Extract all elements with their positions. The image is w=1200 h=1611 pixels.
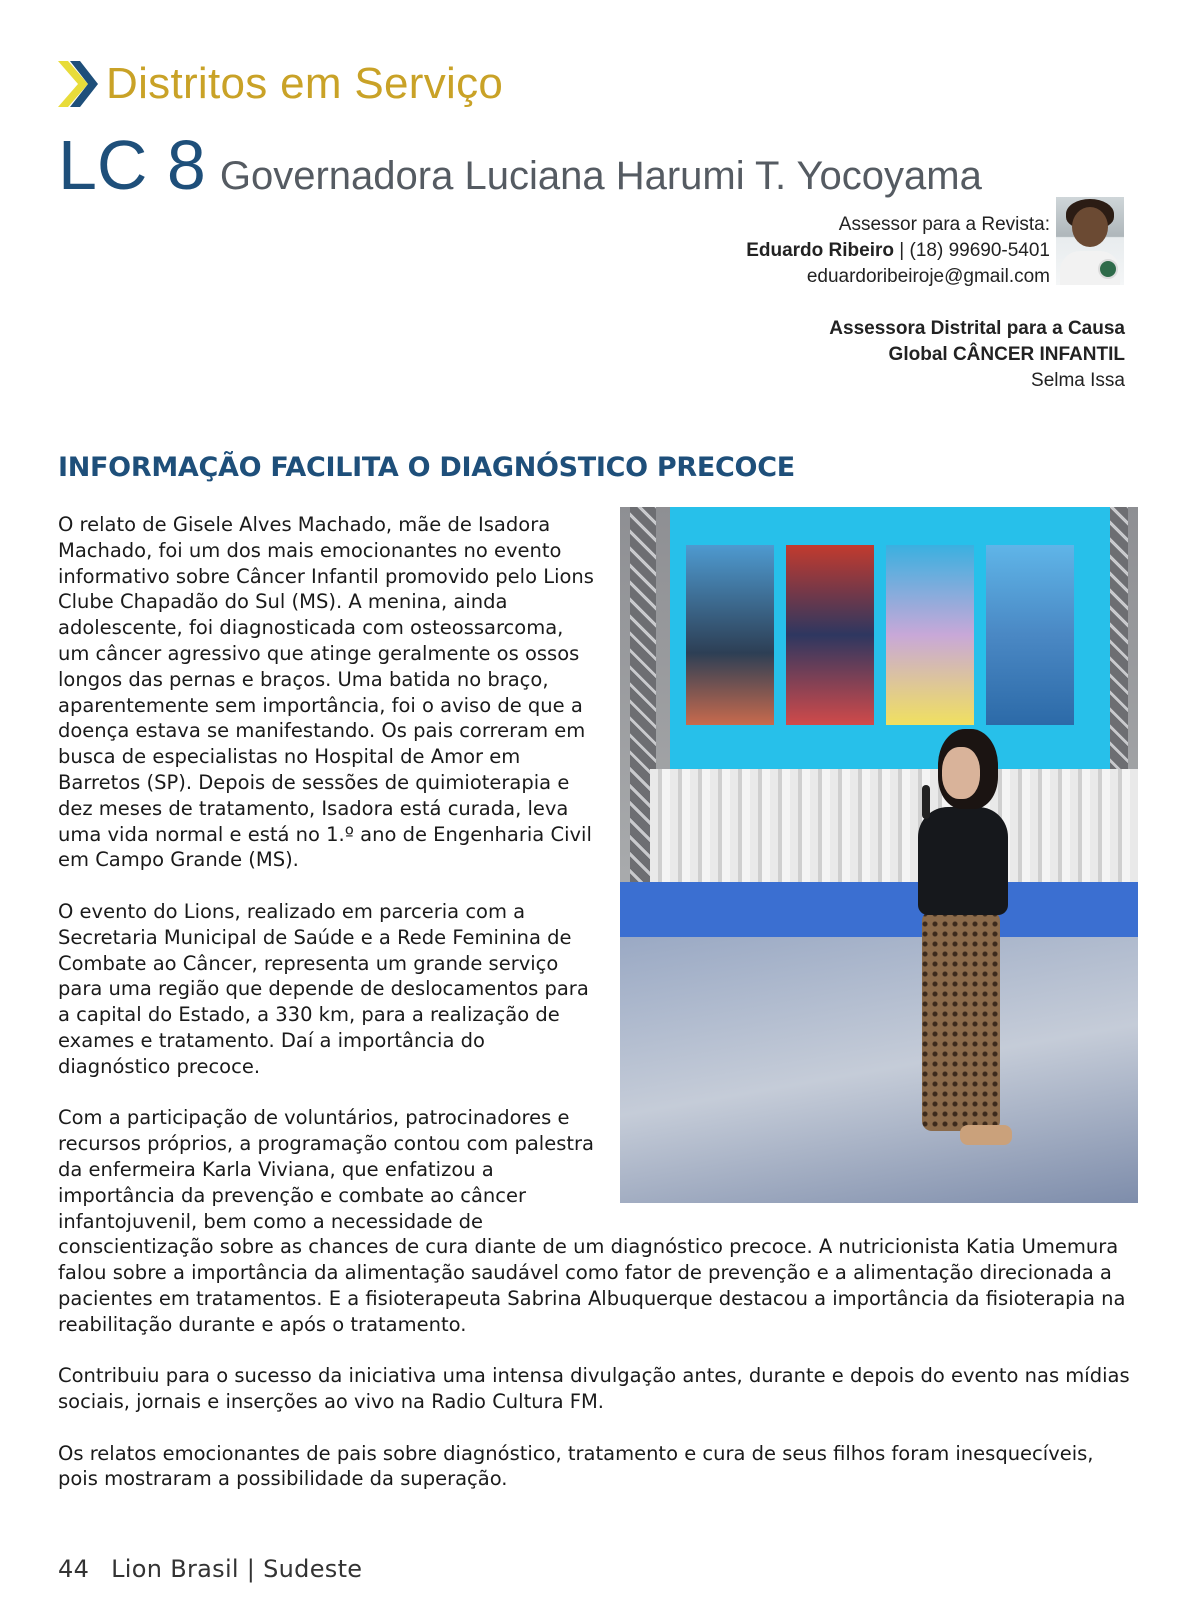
- page-footer: [58, 1555, 362, 1583]
- magazine-advisor-block: [746, 212, 1050, 290]
- publication-name: Lion Brasil | Sudeste: [111, 1555, 363, 1583]
- advisor-avatar: [1056, 197, 1124, 285]
- advisor-role: Assessor para a Revista:: [838, 214, 1050, 235]
- advisor-phone: (18) 99690-5401: [909, 240, 1050, 261]
- district-code: LC 8: [58, 126, 206, 204]
- advisor-contact: [746, 238, 1050, 264]
- paragraph-3: Com a participação de voluntários, patrocinadores e recursos próprios, a programação contou com palestra da enfermeira Karla Viviana, que enfatizou a importância da prevenção e combate ao câncer infantojuvenil, bem como a necessidade de conscientização sobre as chances de cura diante de um diagnóstico precoce. A nutricionista Katia Umemura falou sobre a importância da alimentação saudável como fator de prevenção e a alimentação direcionada a pacientes em tratamentos. E a fisioterapeuta Sabrina Albuquerque destacou a importância da fisioterapia na reabilitação durante e após o tratamento.: [58, 1106, 1126, 1336]
- article-headline: INFORMAÇÃO FACILITA O DIAGNÓSTICO PRECOCE: [58, 452, 795, 483]
- article-body: [58, 512, 1138, 1518]
- cause-line2: Global CÂNCER INFANTIL: [888, 344, 1125, 365]
- advisor-email: eduardoribeiroje@gmail.com: [806, 266, 1050, 287]
- paragraph-1: O relato de Gisele Alves Machado, mãe de Isadora Machado, foi um dos mais emocionantes no evento informativo sobre Câncer Infantil promovido pelo Lions Clube Chapadão do Sul (MS). A menina, ainda adolescente, foi diagnosticada com osteossarcoma, um câncer agressivo que atinge geralmente os ossos longos das pernas e braços. Uma batida no braço, aparentemente sem importância, foi o aviso de que a doença estava se manifestando. Os pais correram em busca de especialistas no Hospital de Amor em Barretos (SP). Depois de sessões de quimioterapia e dez meses de tratamento, Isadora está curada, leva uma vida normal e está no 1.º ano de Engenharia Civil em Campo Grande (MS).: [58, 513, 594, 872]
- cause-advisor-block: [829, 316, 1125, 394]
- paragraph-5: Os relatos emocionantes de pais sobre diagnóstico, tratamento e cura de seus filhos foram inesquecíveis, pois mostraram a possibilidade da superação.: [58, 1441, 1094, 1491]
- advisor-separator: |: [894, 240, 910, 261]
- projection-screen: [670, 507, 1110, 775]
- paragraph-2: O evento do Lions, realizado em parceria com a Secretaria Municipal de Saúde e a Rede Feminina de Combate ao Câncer, representa um grande serviço para uma região que depende de deslocamentos para a capital do Estado, a 330 km, para a realização de exames e tratamento. Daí a importância do diagnóstico precoce.: [58, 899, 589, 1078]
- lions-badge-icon: [1098, 259, 1118, 279]
- governor-name: Governadora Luciana Harumi T. Yocoyama: [219, 154, 982, 198]
- advisor-name: Eduardo Ribeiro: [746, 240, 894, 261]
- event-photo: [620, 507, 1138, 1203]
- section-title: Distritos em Serviço: [106, 59, 504, 108]
- microphone-icon: [922, 785, 930, 819]
- page-number: 44: [58, 1555, 90, 1583]
- paragraph-4: Contribuiu para o sucesso da iniciativa uma intensa divulgação antes, durante e depois do evento nas mídias sociais, jornais e inserções ao vivo na Radio Cultura FM.: [58, 1364, 1130, 1414]
- section-header: [58, 58, 503, 110]
- cause-line1: Assessora Distrital para a Causa: [829, 318, 1125, 339]
- cause-advisor-name: Selma Issa: [1031, 370, 1125, 391]
- chevron-right-icon: [58, 61, 98, 107]
- district-heading: [58, 126, 982, 204]
